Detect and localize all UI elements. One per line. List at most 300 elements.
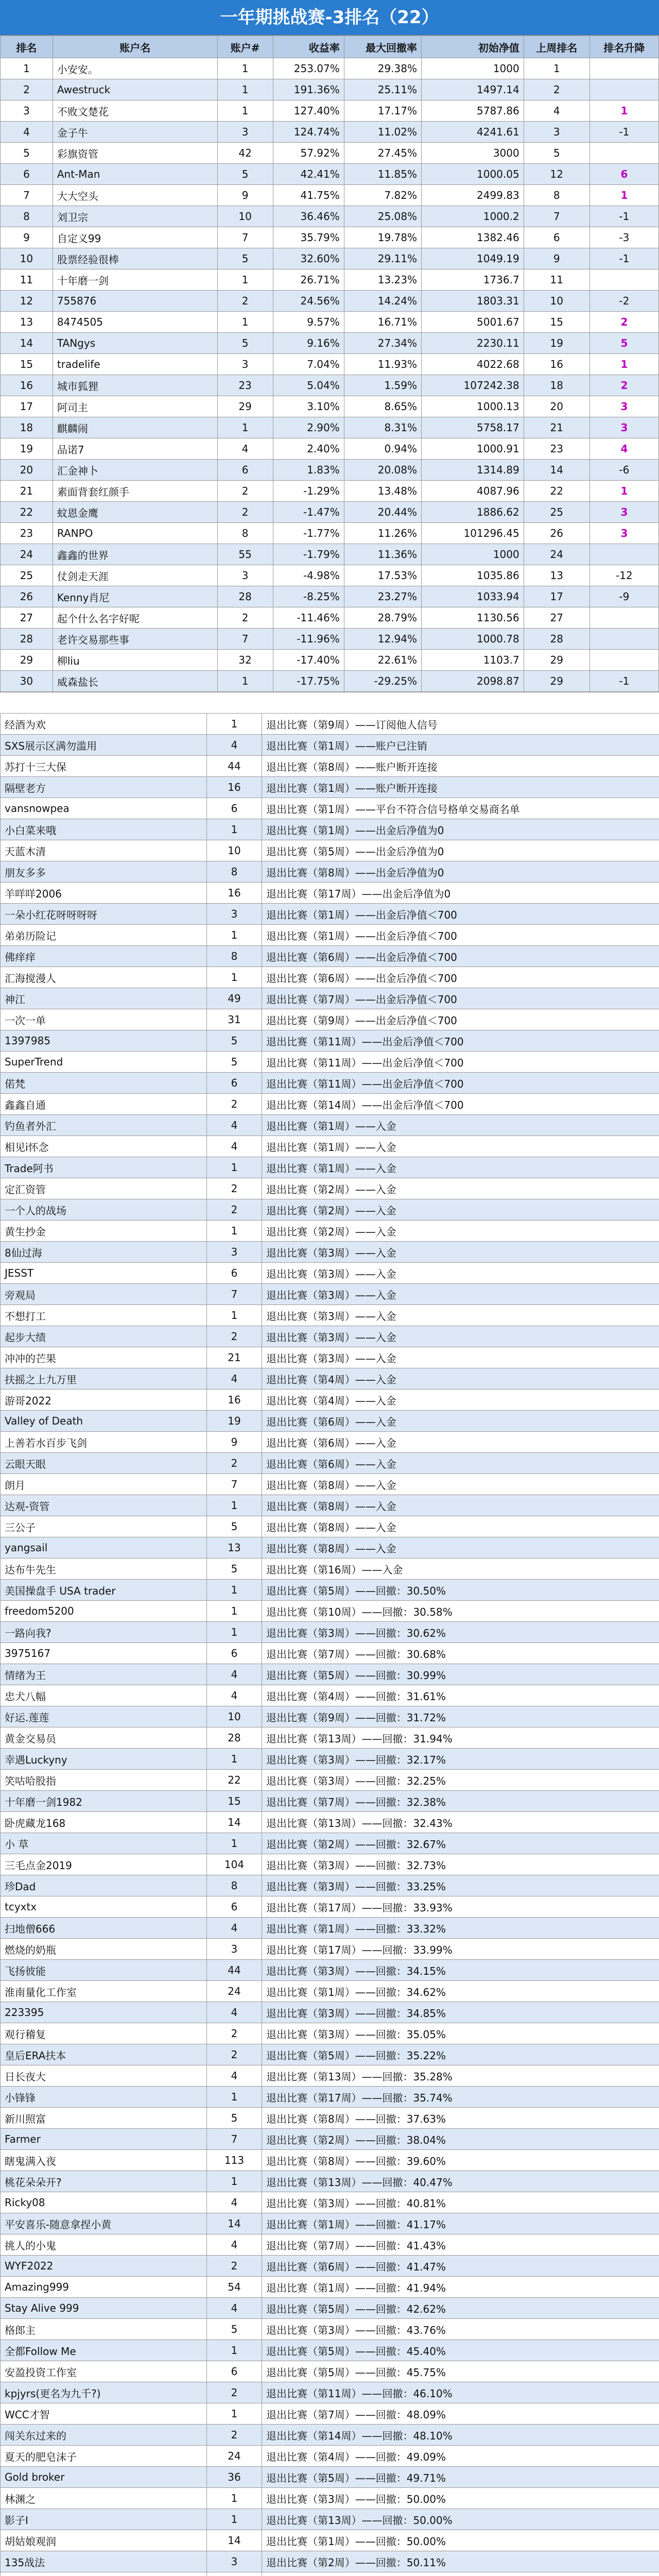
list-item	[1, 2277, 659, 2298]
exit-reason-cell: 退出比赛（第5周）——回撤：42.62%	[262, 2298, 659, 2319]
drawdown-cell: 13.23%	[344, 269, 421, 291]
exit-reason-cell: 退出比赛（第13周）——回撤：32.43%	[262, 1812, 659, 1833]
eliminated-number-cell: 3	[207, 2551, 262, 2572]
eliminated-number-cell: 6	[207, 1896, 262, 1918]
rank-change-cell: 3	[589, 502, 658, 523]
list-item	[1, 2108, 659, 2129]
rank-change-cell	[589, 544, 658, 565]
rank-cell: 26	[1, 586, 53, 607]
eliminated-number-cell: 4	[207, 1136, 262, 1157]
exit-reason-cell: 退出比赛（第8周）——出金后净值为0	[262, 861, 659, 883]
list-item	[1, 1791, 659, 1812]
account-number-cell: 2	[217, 502, 273, 523]
exit-reason-cell: 退出比赛（第13周）——回撤：31.94%	[262, 1727, 659, 1749]
exit-reason-cell: 退出比赛（第16周）——入金	[262, 1558, 659, 1580]
drawdown-cell: 11.36%	[344, 544, 421, 565]
list-item	[1, 2530, 659, 2551]
eliminated-number-cell: 10	[207, 840, 262, 861]
table-row	[1, 396, 659, 417]
eliminated-account-cell: 林渊之	[1, 2488, 207, 2509]
eliminated-number-cell: 16	[207, 1389, 262, 1411]
last-week-rank-cell: 10	[524, 291, 589, 312]
rank-change-cell: 3	[589, 417, 658, 438]
exit-reason-cell: 退出比赛（第7周）——出金后净值＜700	[262, 988, 659, 1009]
eliminated-account-cell: 情绪为王	[1, 1664, 207, 1685]
eliminated-number-cell: 8	[207, 946, 262, 967]
rank-cell: 5	[1, 143, 53, 164]
list-item	[1, 1284, 659, 1305]
list-item	[1, 1242, 659, 1263]
return-cell: 124.74%	[273, 122, 344, 143]
eliminated-number-cell: 21	[207, 1347, 262, 1368]
account-number-cell: 2	[217, 481, 273, 502]
account-number-cell: 7	[217, 227, 273, 248]
eliminated-body	[1, 714, 659, 2576]
eliminated-number-cell: 1	[207, 1622, 262, 1643]
table-row	[1, 248, 659, 269]
table-row	[1, 269, 659, 291]
rank-cell: 9	[1, 227, 53, 248]
list-item	[1, 861, 659, 883]
rank-change-cell: -1	[589, 248, 658, 269]
list-item	[1, 1939, 659, 1960]
rank-cell: 2	[1, 79, 53, 100]
eliminated-number-cell: 1	[207, 2509, 262, 2530]
eliminated-number-cell: 4	[207, 2192, 262, 2213]
eliminated-number-cell: 2	[207, 2044, 262, 2065]
eliminated-account-cell: Ricky08	[1, 2192, 207, 2213]
drawdown-cell: 23.27%	[344, 586, 421, 607]
table-row	[1, 523, 659, 544]
header-rank: 排名	[1, 36, 53, 58]
eliminated-account-cell: 鑫鑫自通	[1, 1094, 207, 1115]
exit-reason-cell: 退出比赛（第6周）——出金后净值＜700	[262, 967, 659, 988]
drawdown-cell: 25.08%	[344, 206, 421, 227]
drawdown-cell: 11.02%	[344, 122, 421, 143]
exit-reason-cell: 退出比赛（第5周）——回撤：30.50%	[262, 1580, 659, 1601]
exit-reason-cell: 退出比赛（第3周）——回撤：43.76%	[262, 2319, 659, 2340]
exit-reason-cell: 退出比赛（第3周）——入金	[262, 1242, 659, 1263]
eliminated-account-cell: 偌梵	[1, 1073, 207, 1094]
list-item	[1, 1263, 659, 1284]
eliminated-account-cell: 飞扬彼能	[1, 1960, 207, 1981]
rank-cell: 20	[1, 460, 53, 481]
exit-reason-cell: 退出比赛（第8周）——账户断开连接	[262, 756, 659, 777]
eliminated-account-cell: 天蓝木清	[1, 840, 207, 861]
exit-reason-cell: 退出比赛（第5周）——回撤：35.22%	[262, 2044, 659, 2065]
list-item	[1, 1030, 659, 1052]
eliminated-account-cell: Stay Alive 999	[1, 2298, 207, 2319]
rank-cell: 3	[1, 100, 53, 122]
last-week-rank-cell: 13	[524, 565, 589, 586]
table-row	[1, 629, 659, 650]
list-item	[1, 925, 659, 946]
exit-reason-cell: 退出比赛（第2周）——入金	[262, 1221, 659, 1242]
eliminated-account-cell: 瞎鬼满入夜	[1, 2150, 207, 2171]
exit-reason-cell: 退出比赛（第3周）——入金	[262, 1263, 659, 1284]
rank-change-cell: 4	[589, 438, 658, 460]
eliminated-number-cell: 22	[207, 1770, 262, 1791]
initial-equity-cell: 1497.14	[422, 79, 524, 100]
rank-cell: 30	[1, 671, 53, 692]
return-cell: 127.40%	[273, 100, 344, 122]
list-item	[1, 1389, 659, 1411]
eliminated-number-cell: 2	[207, 2382, 262, 2403]
eliminated-account-cell: 好运.莲莲	[1, 1706, 207, 1727]
last-week-rank-cell: 27	[524, 607, 589, 629]
eliminated-number-cell: 104	[207, 1854, 262, 1875]
eliminated-number-cell: 6	[207, 2361, 262, 2382]
list-item	[1, 2087, 659, 2108]
eliminated-account-cell: Farmer	[1, 2129, 207, 2150]
drawdown-cell: 11.26%	[344, 523, 421, 544]
initial-equity-cell: 1130.56	[422, 607, 524, 629]
account-name-cell: 刘卫宗	[53, 206, 217, 227]
account-number-cell: 10	[217, 206, 273, 227]
exit-reason-cell: 退出比赛（第11周）——出金后净值＜700	[262, 1052, 659, 1073]
table-row	[1, 607, 659, 629]
last-week-rank-cell: 29	[524, 650, 589, 671]
rank-cell: 15	[1, 354, 53, 375]
exit-reason-cell: 退出比赛（第6周）——入金	[262, 1453, 659, 1474]
table-row	[1, 143, 659, 164]
rank-cell: 6	[1, 164, 53, 185]
list-item	[1, 904, 659, 925]
drawdown-cell: 20.44%	[344, 502, 421, 523]
account-name-cell: 蚊恩金鹰	[53, 502, 217, 523]
account-number-cell: 1	[217, 312, 273, 333]
list-item	[1, 988, 659, 1009]
initial-equity-cell: 1103.7	[422, 650, 524, 671]
exit-reason-cell: 退出比赛（第4周）——入金	[262, 1389, 659, 1411]
exit-reason-cell: 退出比赛（第8周）——入金	[262, 1495, 659, 1516]
eliminated-number-cell: 2	[207, 2023, 262, 2044]
exit-reason-cell: 退出比赛（第17周）——出金后净值为0	[262, 883, 659, 904]
table-row	[1, 565, 659, 586]
exit-reason-cell: 退出比赛（第1周）——入金	[262, 1157, 659, 1178]
eliminated-number-cell: 1	[207, 1305, 262, 1326]
eliminated-number-cell: 4	[207, 1368, 262, 1389]
exit-reason-cell: 退出比赛（第2周）——回撤：32.67%	[262, 1833, 659, 1854]
eliminated-number-cell: 1	[207, 2488, 262, 2509]
drawdown-cell: 13.48%	[344, 481, 421, 502]
account-name-cell: 股票经验很棒	[53, 248, 217, 269]
list-item	[1, 2298, 659, 2319]
drawdown-cell: -29.25%	[344, 671, 421, 692]
exit-reason-cell: 退出比赛（第1周）——回撤：33.32%	[262, 1918, 659, 1939]
eliminated-number-cell: 14	[207, 2530, 262, 2551]
eliminated-account-cell: 3975167	[1, 1643, 207, 1664]
initial-equity-cell: 1314.89	[422, 460, 524, 481]
account-number-cell: 1	[217, 671, 273, 692]
eliminated-account-cell: 忠犬八幅	[1, 1685, 207, 1706]
eliminated-account-cell: 一路向我?	[1, 1622, 207, 1643]
drawdown-cell: 27.45%	[344, 143, 421, 164]
exit-reason-cell: 退出比赛（第14周）——回撤：48.10%	[262, 2425, 659, 2446]
exit-reason-cell: 退出比赛（第7周）——回撤：30.68%	[262, 1643, 659, 1664]
exit-reason-cell: 退出比赛（第1周）——出金后净值为0	[262, 819, 659, 840]
rank-change-cell: 3	[589, 523, 658, 544]
section-divider	[0, 692, 659, 713]
initial-equity-cell: 3000	[422, 143, 524, 164]
eliminated-number-cell: 28	[207, 1727, 262, 1749]
eliminated-account-cell: 安盈投资工作室	[1, 2361, 207, 2382]
last-week-rank-cell: 6	[524, 227, 589, 248]
page-title: 一年期挑战赛-3排名（22）	[0, 0, 659, 36]
rank-cell: 11	[1, 269, 53, 291]
last-week-rank-cell: 4	[524, 100, 589, 122]
eliminated-number-cell: 6	[207, 1073, 262, 1094]
eliminated-account-cell: 223395	[1, 2002, 207, 2023]
drawdown-cell: 22.61%	[344, 650, 421, 671]
eliminated-number-cell: 8	[207, 861, 262, 883]
drawdown-cell: 14.24%	[344, 291, 421, 312]
return-cell: -11.96%	[273, 629, 344, 650]
exit-reason-cell: 退出比赛（第11周）——出金后净值＜700	[262, 1030, 659, 1052]
rank-change-cell: -1	[589, 122, 658, 143]
initial-equity-cell: 5001.67	[422, 312, 524, 333]
eliminated-number-cell: 19	[207, 1411, 262, 1432]
drawdown-cell: 17.53%	[344, 565, 421, 586]
initial-equity-cell: 1000	[422, 58, 524, 79]
account-number-cell: 3	[217, 565, 273, 586]
last-week-rank-cell: 16	[524, 354, 589, 375]
eliminated-number-cell: 54	[207, 2277, 262, 2298]
exit-reason-cell: 退出比赛（第5周）——回撤：45.40%	[262, 2340, 659, 2361]
return-cell: 7.04%	[273, 354, 344, 375]
eliminated-account-cell: 珍Dad	[1, 1875, 207, 1896]
eliminated-account-cell: 苏打十三大保	[1, 756, 207, 777]
header-account-number: 账户#	[217, 36, 273, 58]
return-cell: -1.79%	[273, 544, 344, 565]
eliminated-number-cell: 4	[207, 735, 262, 756]
eliminated-number-cell: 14	[207, 1812, 262, 1833]
exit-reason-cell: 退出比赛（第17周）——回撤：33.99%	[262, 1939, 659, 1960]
initial-equity-cell: 107242.38	[422, 375, 524, 396]
exit-reason-cell: 退出比赛（第10周）——回撤：30.58%	[262, 1601, 659, 1622]
eliminated-number-cell: 1	[207, 967, 262, 988]
list-item	[1, 1770, 659, 1791]
rank-change-cell	[589, 269, 658, 291]
list-item	[1, 1706, 659, 1727]
eliminated-number-cell: 7	[207, 2129, 262, 2150]
drawdown-cell: 19.78%	[344, 227, 421, 248]
eliminated-number-cell: 4	[207, 1115, 262, 1136]
rank-change-cell: -1	[589, 671, 658, 692]
return-cell: 191.36%	[273, 79, 344, 100]
return-cell: 32.60%	[273, 248, 344, 269]
header-initial-equity: 初始净值	[422, 36, 524, 58]
list-item	[1, 1981, 659, 2002]
list-item	[1, 2361, 659, 2382]
exit-reason-cell: 退出比赛（第1周）——账户断开连接	[262, 777, 659, 798]
return-cell: 3.10%	[273, 396, 344, 417]
account-name-cell: Kenny肖尼	[53, 586, 217, 607]
eliminated-account-cell: 小 草	[1, 1833, 207, 1854]
exit-reason-cell: 退出比赛（第7周）——回撤：41.43%	[262, 2234, 659, 2256]
list-item	[1, 2129, 659, 2150]
eliminated-account-cell: 幸遇Luckyny	[1, 1749, 207, 1770]
last-week-rank-cell: 5	[524, 143, 589, 164]
rank-cell: 13	[1, 312, 53, 333]
initial-equity-cell: 1000	[422, 544, 524, 565]
ranking-body	[1, 58, 659, 692]
account-number-cell: 5	[217, 248, 273, 269]
eliminated-number-cell: 1	[207, 819, 262, 840]
exit-reason-cell: 退出比赛（第1周）——出金后净值＜700	[262, 925, 659, 946]
account-number-cell: 29	[217, 396, 273, 417]
rank-cell: 8	[1, 206, 53, 227]
eliminated-account-cell: 弟弟历险记	[1, 925, 207, 946]
account-number-cell: 28	[217, 586, 273, 607]
rank-cell: 10	[1, 248, 53, 269]
eliminated-number-cell: 6	[207, 1263, 262, 1284]
list-item	[1, 798, 659, 819]
account-number-cell: 7	[217, 629, 273, 650]
table-row	[1, 354, 659, 375]
eliminated-account-cell: 十年磨一剑1982	[1, 1791, 207, 1812]
last-week-rank-cell: 7	[524, 206, 589, 227]
last-week-rank-cell: 28	[524, 629, 589, 650]
eliminated-number-cell: 15	[207, 1791, 262, 1812]
account-name-cell: 柳liu	[53, 650, 217, 671]
table-row	[1, 586, 659, 607]
account-name-cell: 麒麟闹	[53, 417, 217, 438]
account-name-cell: 品诺7	[53, 438, 217, 460]
return-cell: 9.57%	[273, 312, 344, 333]
account-name-cell: 素面背套红颜手	[53, 481, 217, 502]
eliminated-account-cell: 云眼天眼	[1, 1453, 207, 1474]
return-cell: 9.16%	[273, 333, 344, 354]
eliminated-account-cell	[1, 2572, 207, 2576]
account-name-cell: tradelife	[53, 354, 217, 375]
initial-equity-cell: 1000.13	[422, 396, 524, 417]
account-name-cell: 755876	[53, 291, 217, 312]
eliminated-account-cell: 上善若水百步飞剑	[1, 1432, 207, 1453]
drawdown-cell: 28.79%	[344, 607, 421, 629]
initial-equity-cell: 2098.87	[422, 671, 524, 692]
eliminated-number-cell: 1	[207, 1833, 262, 1854]
account-name-cell: 十年磨一剑	[53, 269, 217, 291]
table-row	[1, 502, 659, 523]
return-cell: 57.92%	[273, 143, 344, 164]
rank-cell: 1	[1, 58, 53, 79]
exit-reason-cell: 退出比赛（第8周）——回撤：37.63%	[262, 2108, 659, 2129]
list-item	[1, 1664, 659, 1685]
list-item	[1, 1305, 659, 1326]
account-number-cell: 6	[217, 460, 273, 481]
eliminated-account-cell: 隔壁老方	[1, 777, 207, 798]
initial-equity-cell: 1049.19	[422, 248, 524, 269]
eliminated-account-cell: 淮南量化工作室	[1, 1981, 207, 2002]
eliminated-table	[0, 713, 659, 2576]
eliminated-number-cell: 7	[207, 1474, 262, 1495]
list-item	[1, 777, 659, 798]
initial-equity-cell: 2230.11	[422, 333, 524, 354]
list-item	[1, 1516, 659, 1537]
list-item	[1, 1495, 659, 1516]
account-number-cell: 1	[217, 79, 273, 100]
rank-cell: 22	[1, 502, 53, 523]
eliminated-account-cell: 相见i怀念	[1, 1136, 207, 1157]
account-number-cell: 1	[217, 417, 273, 438]
eliminated-account-cell: tcyxtx	[1, 1896, 207, 1918]
rank-change-cell: 2	[589, 375, 658, 396]
eliminated-number-cell: 1	[207, 1749, 262, 1770]
exit-reason-cell: 退出比赛（第2周）——入金	[262, 1178, 659, 1199]
list-item	[1, 1221, 659, 1242]
account-name-cell: 阿司主	[53, 396, 217, 417]
list-item	[1, 2234, 659, 2256]
table-row	[1, 164, 659, 185]
eliminated-account-cell: 黄金交易员	[1, 1727, 207, 1749]
header-return: 收益率	[273, 36, 344, 58]
account-number-cell: 8	[217, 523, 273, 544]
eliminated-account-cell: 挑人的小鬼	[1, 2234, 207, 2256]
eliminated-account-cell: 观行稽复	[1, 2023, 207, 2044]
last-week-rank-cell: 25	[524, 502, 589, 523]
eliminated-number-cell	[207, 2572, 262, 2576]
exit-reason-cell: 退出比赛（第3周）——入金	[262, 1326, 659, 1347]
eliminated-account-cell: 笑咕哈股指	[1, 1770, 207, 1791]
account-number-cell: 1	[217, 100, 273, 122]
exit-reason-cell: 退出比赛（第4周）——回撤：49.09%	[262, 2446, 659, 2467]
list-item	[1, 1643, 659, 1664]
exit-reason-cell: 退出比赛（第2周）——回撤：38.04%	[262, 2129, 659, 2150]
eliminated-account-cell: 汇海搅漫人	[1, 967, 207, 988]
last-week-rank-cell: 19	[524, 333, 589, 354]
drawdown-cell: 12.94%	[344, 629, 421, 650]
account-number-cell: 4	[217, 438, 273, 460]
eliminated-number-cell: 1	[207, 925, 262, 946]
eliminated-number-cell: 4	[207, 2002, 262, 2023]
list-item	[1, 2403, 659, 2425]
account-name-cell: 8474505	[53, 312, 217, 333]
list-item	[1, 2319, 659, 2340]
rank-change-cell	[589, 79, 658, 100]
eliminated-number-cell: 1	[207, 1601, 262, 1622]
list-item	[1, 2171, 659, 2192]
eliminated-account-cell: Trade阿书	[1, 1157, 207, 1178]
list-item	[1, 1685, 659, 1706]
list-item	[1, 946, 659, 967]
eliminated-account-cell: 朗月	[1, 1474, 207, 1495]
account-name-cell: 小安安。	[53, 58, 217, 79]
last-week-rank-cell: 2	[524, 79, 589, 100]
exit-reason-cell: 退出比赛（第1周）——入金	[262, 1136, 659, 1157]
eliminated-account-cell: 经酒为欢	[1, 714, 207, 735]
rank-change-cell: 2	[589, 312, 658, 333]
eliminated-account-cell: Valley of Death	[1, 1411, 207, 1432]
last-week-rank-cell: 11	[524, 269, 589, 291]
return-cell: 24.56%	[273, 291, 344, 312]
eliminated-number-cell: 2	[207, 1178, 262, 1199]
exit-reason-cell: 退出比赛（第3周）——入金	[262, 1347, 659, 1368]
table-row	[1, 650, 659, 671]
rank-change-cell: -9	[589, 586, 658, 607]
eliminated-account-cell: kpjyrs(更名为九千?)	[1, 2382, 207, 2403]
eliminated-account-cell: 卧虎藏龙168	[1, 1812, 207, 1833]
account-number-cell: 32	[217, 650, 273, 671]
account-name-cell: 自定义99	[53, 227, 217, 248]
rank-change-cell: -3	[589, 227, 658, 248]
last-week-rank-cell: 24	[524, 544, 589, 565]
exit-reason-cell: 退出比赛（第13周）——回撤：40.47%	[262, 2171, 659, 2192]
eliminated-number-cell: 6	[207, 1643, 262, 1664]
exit-reason-cell: 退出比赛（第3周）——回撤：35.05%	[262, 2023, 659, 2044]
rank-cell: 23	[1, 523, 53, 544]
exit-reason-cell: 退出比赛（第5周）——回撤：30.99%	[262, 1664, 659, 1685]
